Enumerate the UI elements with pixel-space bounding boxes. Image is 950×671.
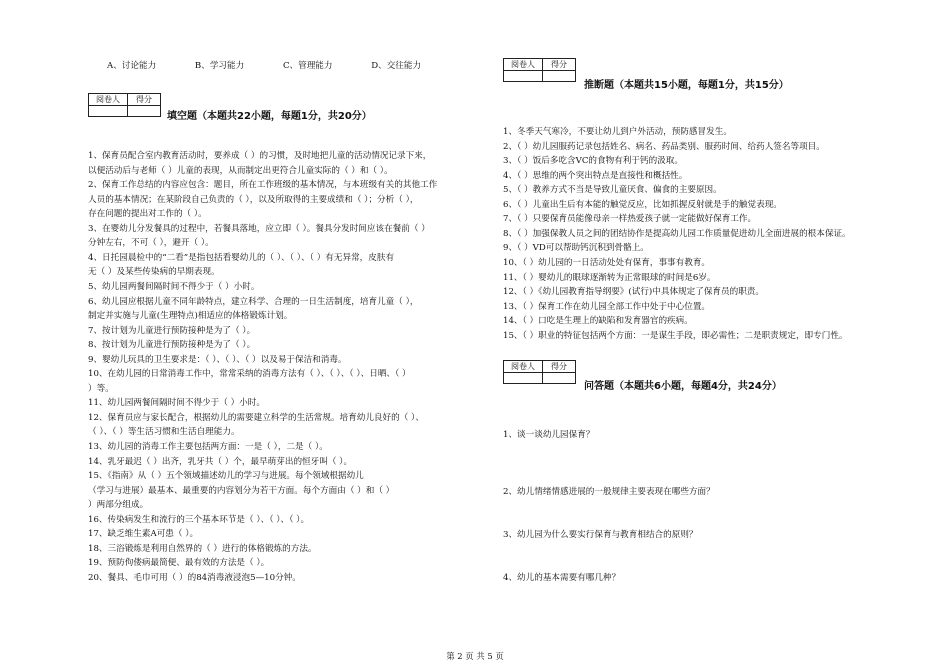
qa-section-title: 问答题（本题共6小题，每题4分，共24分） <box>584 381 782 392</box>
question-line: 以便活动后与老师（ ）儿童的表现，从而制定出更符合儿童实际的（ ）和（ ）。 <box>88 165 393 176</box>
question-line: 1、冬季天气寒冷，不要让幼儿到户外活动，预防感冒发生。 <box>503 127 732 137</box>
score-label: 得分 <box>543 59 576 71</box>
question-line: 3、（ ）饭后多吃含VC的食物有利于钙的汲取。 <box>503 156 683 167</box>
question-line: 9、（ ）VD可以帮助钙沉积到骨骼上。 <box>503 243 649 254</box>
question-line: 10、（ ）幼儿园的一日活动处处有保育，事事有教育。 <box>503 257 711 268</box>
question-line: 20、餐具、毛巾可用（ ）的84消毒液浸泡5—10分钟。 <box>88 572 301 583</box>
question-line: 制定并实施与儿童(生理特点)相适应的体格锻炼计划。 <box>88 311 293 322</box>
reviewer-cell[interactable] <box>504 71 543 82</box>
choice-options <box>107 59 457 71</box>
reviewer-cell[interactable] <box>89 106 128 117</box>
reviewer-label: 阅卷人 <box>89 94 128 106</box>
fill-score-box <box>88 93 161 117</box>
score-cell[interactable] <box>543 71 576 82</box>
option-c: C、管理能力 <box>282 61 333 71</box>
question-line: 5、（ ）教养方式不当是导致儿童厌食、偏食的主要原因。 <box>503 185 722 196</box>
question-line: 11、幼儿园两餐间隔时间不得少于（ ）小时。 <box>88 398 265 409</box>
question-line: 6、幼儿园应根据儿童不同年龄特点，建立科学、合理的一日生活制度，培育儿童（ ）， <box>88 296 419 307</box>
question-line: 分钟左右，不可（ ），避开（ ）。 <box>88 238 214 249</box>
question-line: （ ）、（ ）等生活习惯和生活自理能力。 <box>88 427 240 438</box>
judge-score-box <box>503 58 576 82</box>
question-line: 10、在幼儿园的日常消毒工作中，常常采纳的消毒方法有（ ）、（ ）、（ ）、日晒、（ ） <box>88 369 411 380</box>
qa-question: 2、幼儿情绪情感进展的一般规律主要表现在哪些方面？ <box>503 487 715 497</box>
question-line: 16、传染病发生和流行的三个基本环节是（ ）、（ ）、（ ）。 <box>88 514 310 525</box>
qa-score-box <box>503 360 576 384</box>
question-line: 17、缺乏维生素A可患（ ）。 <box>88 529 199 540</box>
question-line: 11、（ ）婴幼儿的眼球逐渐转为正常眼球的时间是6岁。 <box>503 272 716 283</box>
question-line: 8、按计划为儿童进行预防接种是为了（ ）。 <box>88 340 256 351</box>
question-line: 12、保育员应与家长配合，根据幼儿的需要建立科学的生活常规。培育幼儿良好的（ ）、 <box>88 412 424 423</box>
option-b: B、学习能力 <box>194 61 245 71</box>
qa-question: 1、谈一谈幼儿园保育？ <box>503 430 595 440</box>
question-line: 8、（ ）加强保教人员之间的团结协作是提高幼儿园工作质量促进幼儿全面进展的根本保证。 <box>503 228 851 239</box>
question-line: 存在问题的提出对工作的（ ）。 <box>88 209 207 220</box>
question-line: 7、按计划为儿童进行预防接种是为了（ ）。 <box>88 325 256 336</box>
question-line: 14、（ ）口吃是生理上的缺陷和发育器官的疾病。 <box>503 316 693 327</box>
qa-question: 3、幼儿园为什么要实行保育与教育相结合的原则？ <box>503 530 698 540</box>
question-line: 2、（ ）幼儿园服药记录包括姓名、病名、药品类别、服药时间、给药人签名等项目。 <box>503 141 825 152</box>
question-line: 9、婴幼儿玩具的卫生要求是：（ ）、（ ）、（ ）以及易于保洁和消毒。 <box>88 354 347 365</box>
question-line: 7、（ ）只要保育员能像母亲一样热爱孩子就一定能做好保育工作。 <box>503 214 757 225</box>
reviewer-cell[interactable] <box>504 373 543 384</box>
question-line: 5、幼儿园两餐间隔时间不得少于（ ）小时。 <box>88 281 260 292</box>
fill-section-title: 填空题（本题共22小题，每题1分，共20分） <box>167 111 372 122</box>
score-label: 得分 <box>543 361 576 373</box>
reviewer-label: 阅卷人 <box>504 361 543 373</box>
question-line: 1、保育员配合室内教育活动时，要养成（ ）的习惯，及时地把儿童的活动情况记录下来， <box>88 151 432 161</box>
question-line: ）等。 <box>88 383 114 394</box>
qa-question: 4、幼儿的基本需要有哪几种？ <box>503 573 621 583</box>
question-line: 6、（ ）儿童出生后有本能的触觉反应，比如抓握反射就是手的触觉表现。 <box>503 199 782 210</box>
question-line: 18、三浴锻炼是利用自然界的（ ）进行的体格锻炼的方法。 <box>88 543 317 554</box>
question-line: 13、（ ）保育工作在幼儿园全部工作中处于中心位置。 <box>503 301 711 312</box>
question-line: 14、乳牙最迟（ ）出齐，乳牙共（ ）个，最早萌芽出的恒牙叫（ ）。 <box>88 456 353 467</box>
question-line: 无（ ）及某些传染病的早期表现。 <box>88 267 220 278</box>
score-label: 得分 <box>128 94 161 106</box>
question-line: 人员的基本情况；在某阶段自己负责的（ ），以及所取得的主要成绩和（ ）；分析（ ）， <box>88 194 419 205</box>
question-line: 2、保育工作总结的内容应包含：题目，所在工作班级的基本情况，与本班级有关的其他工作 <box>88 180 438 191</box>
page-footer: 第 2 页 共 5 页 <box>446 651 504 661</box>
judge-section-title: 推断题（本题共15小题，每题1分，共15分） <box>584 80 789 91</box>
score-cell[interactable] <box>543 373 576 384</box>
question-line: 4、日托园晨检中的“二看”是指包括看婴幼儿的（ ）、（ ）、（ ）有无异常，皮肤有 <box>88 252 395 263</box>
question-line: 15、（ ）职业的特征包括两个方面：一是谋生手段，即必需性；二是职责规定，即专门性。 <box>503 330 848 341</box>
question-line: 4、（ ）思维的两个突出特点是直接性和概括性。 <box>503 170 688 181</box>
question-line: 3、在婴幼儿分发餐具的过程中，若餐具落地，应立即（ ）。餐具分发时间应该在餐前（ ） <box>88 223 430 234</box>
reviewer-label: 阅卷人 <box>504 59 543 71</box>
question-line: 15、《指南》从（ ）五个领域描述幼儿的学习与进展。每个领域根据幼儿 <box>88 471 364 482</box>
question-line: （学习与进展）最基本、最重要的内容划分为若干方面。每个方面由（ ）和（ ） <box>88 485 395 496</box>
option-d: D、交往能力 <box>371 61 422 71</box>
question-line: 19、预防佝偻病最简便、最有效的方法是（ ）。 <box>88 558 270 569</box>
question-line: 13、幼儿园的消毒工作主要包括两方面：一是（ ），二是（ ）。 <box>88 442 328 452</box>
option-a: A、讨论能力 <box>107 61 157 71</box>
score-cell[interactable] <box>128 106 161 117</box>
question-line: ）两部分组成。 <box>88 500 149 511</box>
question-line: 12、（ ）《幼儿园教育指导纲要》(试行)中具体规定了保育员的职责。 <box>503 287 764 298</box>
